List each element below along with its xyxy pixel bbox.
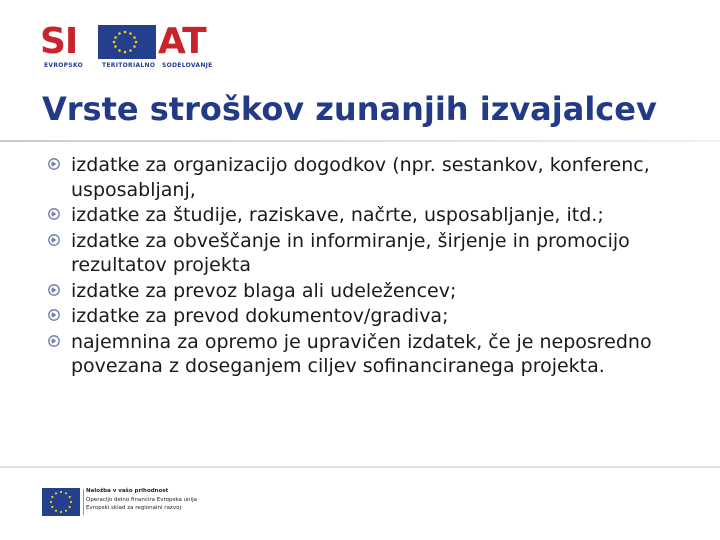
list-item [48,330,688,379]
bullet-text: izdatke za študije, raziskave, načrte, usposabljanje, itd.; [71,204,604,226]
si-at-logo [40,22,215,70]
eu-stars-icon [112,30,138,54]
bullet-text: izdatke za obveščanje in informiranje, širjenje in promocijo rezultatov projekta [71,229,630,276]
logo-left-text: SI [40,21,78,62]
list-item [48,153,688,202]
footer-line-1: Naložba v vašo prihodnost [86,488,169,494]
arrow-circle-icon [48,309,60,321]
list-item [48,229,688,278]
list-item [48,279,688,304]
arrow-circle-icon [48,284,60,296]
slide-header [0,0,720,76]
eu-funding-logo [42,488,197,516]
list-item [48,203,688,228]
footer-divider [0,466,720,468]
logo-subtitle-left: EVROPSKO [44,62,84,69]
bullet-text: izdatke za prevod dokumentov/gradiva; [71,305,449,327]
bullet-text: izdatke za prevoz blaga ali udeležencev; [71,279,457,302]
arrow-circle-icon [48,335,60,347]
bullet-text: najemnina za opremo je upravičen izdatek, če je neposredno povezana z doseganjem ciljev sofinanciranega projekta. [71,330,652,377]
arrow-circle-icon [48,208,60,220]
arrow-circle-icon [48,234,60,246]
eu-stars-icon [49,490,73,514]
arrow-circle-icon [48,158,60,170]
footer-line-2: Operacijo delno financira Evropska unija [86,497,197,503]
logo-right-text: AT [158,21,206,62]
title-divider [0,140,720,142]
slide-title: Vrste stroškov zunanjih izvajalcev [42,90,657,128]
bullet-list [48,153,688,380]
bullet-text: izdatke za organizacijo dogodkov (npr. sestankov, konferenc, usposabljanj, [71,154,650,201]
footer-logo-divider [83,489,84,515]
logo-subtitle-right: SODELOVANJE [162,62,213,69]
footer-line-3: Evropski sklad za regionalni razvoj [86,505,181,511]
logo-subtitle-middle: TERITORIALNO [102,62,156,69]
list-item [48,304,688,329]
